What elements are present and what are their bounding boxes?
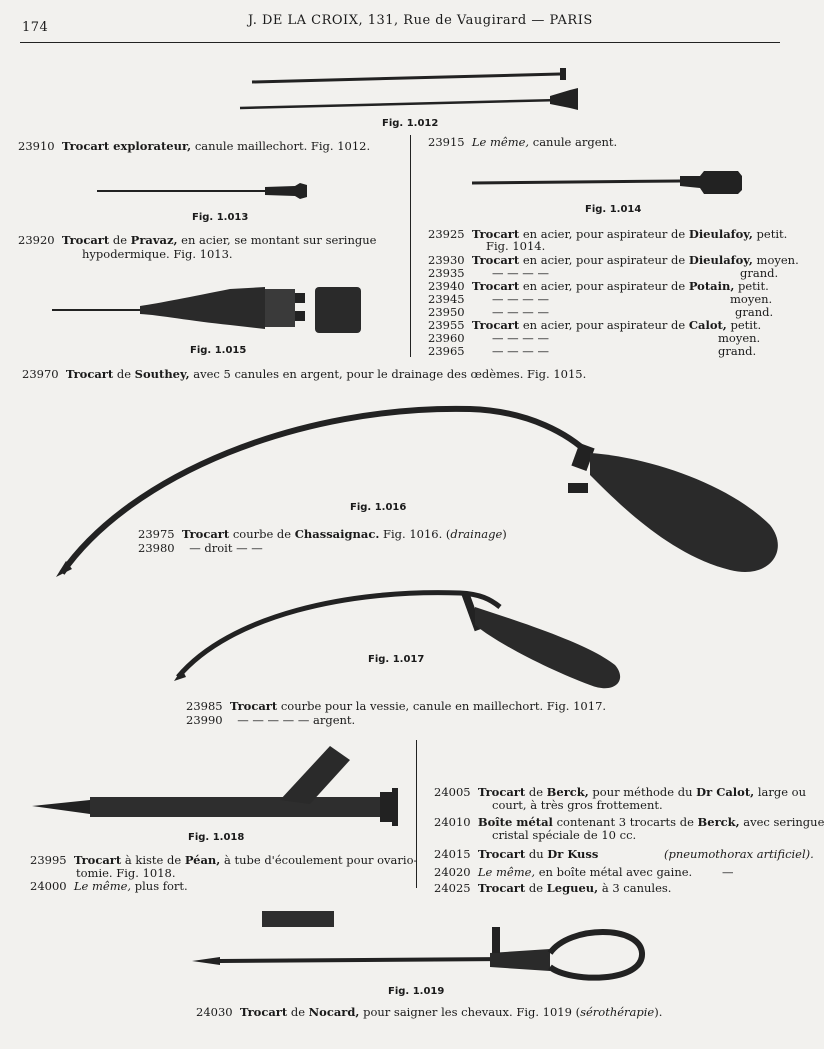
entry-24010-line2: cristal spéciale de 10 cc.: [492, 828, 637, 842]
entry-23965-dashes: — — — —: [492, 344, 549, 358]
entry-23965: 23965: [428, 344, 465, 358]
entry-23995-line2: tomie. Fig. 1018.: [76, 866, 176, 880]
entry-23985: 23985 Trocart courbe pour la vessie, canule en maillechort. Fig. 1017.: [186, 699, 607, 713]
entry-24025: 24025 Trocart de Legueu, à 3 canules.: [434, 881, 672, 895]
entry-23920: 23920 Trocart de Pravaz, en acier, se montant sur seringue: [18, 233, 377, 247]
entry-23910: 23910 Trocart explorateur, canule maillechort. Fig. 1012.: [18, 139, 371, 153]
entry-23935-dashes: — — — —: [492, 266, 549, 280]
header-rule: [20, 42, 780, 43]
fig-1012-illustration: [230, 60, 590, 120]
entry-23955: 23955 Trocart en acier, pour aspirateur de Calot, petit.: [428, 318, 762, 332]
entry-23925-line2: Fig. 1014.: [486, 239, 546, 253]
fig-1013-illustration: [95, 180, 315, 204]
entry-23950-dashes: — — — —: [492, 305, 549, 319]
fig-1018-illustration: [30, 742, 400, 827]
entry-23935-end: grand.: [740, 266, 779, 280]
entry-23965-end: grand.: [718, 344, 757, 358]
entry-24005: 24005 Trocart de Berck, pour méthode du Dr Calot, large ou: [434, 785, 807, 799]
entry-23980: 23980 — droit — —: [138, 541, 263, 555]
entry-23940: 23940 Trocart en acier, pour aspirateur de Potain, petit.: [428, 279, 769, 293]
entry-24010: 24010 Boîte métal contenant 3 trocarts de Berck, avec seringue: [434, 815, 824, 829]
entry-23935: 23935: [428, 266, 465, 280]
entry-23945-dashes: — — — —: [492, 292, 549, 306]
entry-23950-end: grand.: [735, 305, 774, 319]
fig-1019-illustration: [190, 905, 650, 990]
entry-23945-end: moyen.: [730, 292, 773, 306]
entry-23945: 23945: [428, 292, 465, 306]
column-divider-top: [410, 135, 411, 357]
entry-23930: 23930 Trocart en acier, pour aspirateur de Dieulafoy, moyen.: [428, 253, 799, 267]
entry-24020: 24020 Le même, en boîte métal avec gaine.: [434, 865, 693, 879]
entry-24030: 24030 Trocart de Nocard, pour saigner les chevaux. Fig. 1019 (sérothérapie).: [196, 1005, 663, 1019]
fig-1014-illustration: [470, 166, 750, 200]
entry-23960-dashes: — — — —: [492, 331, 549, 345]
fig-1013-caption: Fig. 1.013: [192, 212, 249, 223]
fig-1015-illustration: [50, 275, 370, 340]
entry-23975: 23975 Trocart courbe de Chassaignac. Fig. 1016. (drainage): [138, 527, 507, 541]
fig-1016-caption: Fig. 1.016: [350, 502, 407, 513]
entry-23950: 23950: [428, 305, 465, 319]
entry-24015: 24015 Trocart du Dr Kuss: [434, 847, 599, 861]
entry-23915: 23915 Le même, canule argent.: [428, 135, 618, 149]
entry-24015-note: (pneumothorax artificiel).: [664, 847, 814, 861]
fig-1017-illustration: [170, 585, 630, 695]
entry-23920-line2: hypodermique. Fig. 1013.: [82, 247, 233, 261]
fig-1015-caption: Fig. 1.015: [190, 345, 247, 356]
entry-23995: 23995 Trocart à kiste de Péan, à tube d'écoulement pour ovario-: [30, 853, 418, 867]
entry-23960-end: moyen.: [718, 331, 761, 345]
fig-1017-caption: Fig. 1.017: [368, 654, 425, 665]
fig-1012-caption: Fig. 1.012: [382, 118, 439, 129]
entry-23925: 23925 Trocart en acier, pour aspirateur de Dieulafoy, petit.: [428, 227, 788, 241]
entry-24005-line2: court, à très gros frottement.: [492, 798, 663, 812]
entry-23990: 23990 — — — — — argent.: [186, 713, 356, 727]
fig-1014-caption: Fig. 1.014: [585, 204, 642, 215]
page-number: 174: [22, 20, 49, 35]
publisher-header: J. DE LA CROIX, 131, Rue de Vaugirard — PARIS: [248, 13, 593, 28]
entry-24000: 24000 Le même, plus fort.: [30, 879, 188, 893]
fig-1016-illustration: [50, 395, 780, 585]
entry-23970: 23970 Trocart de Southey, avec 5 canules en argent, pour le drainage des œdèmes. Fig. 1015.: [22, 367, 587, 381]
fig-1019-caption: Fig. 1.019: [388, 986, 445, 997]
entry-24020-end: —: [722, 865, 734, 879]
fig-1018-caption: Fig. 1.018: [188, 832, 245, 843]
entry-23960: 23960: [428, 331, 465, 345]
